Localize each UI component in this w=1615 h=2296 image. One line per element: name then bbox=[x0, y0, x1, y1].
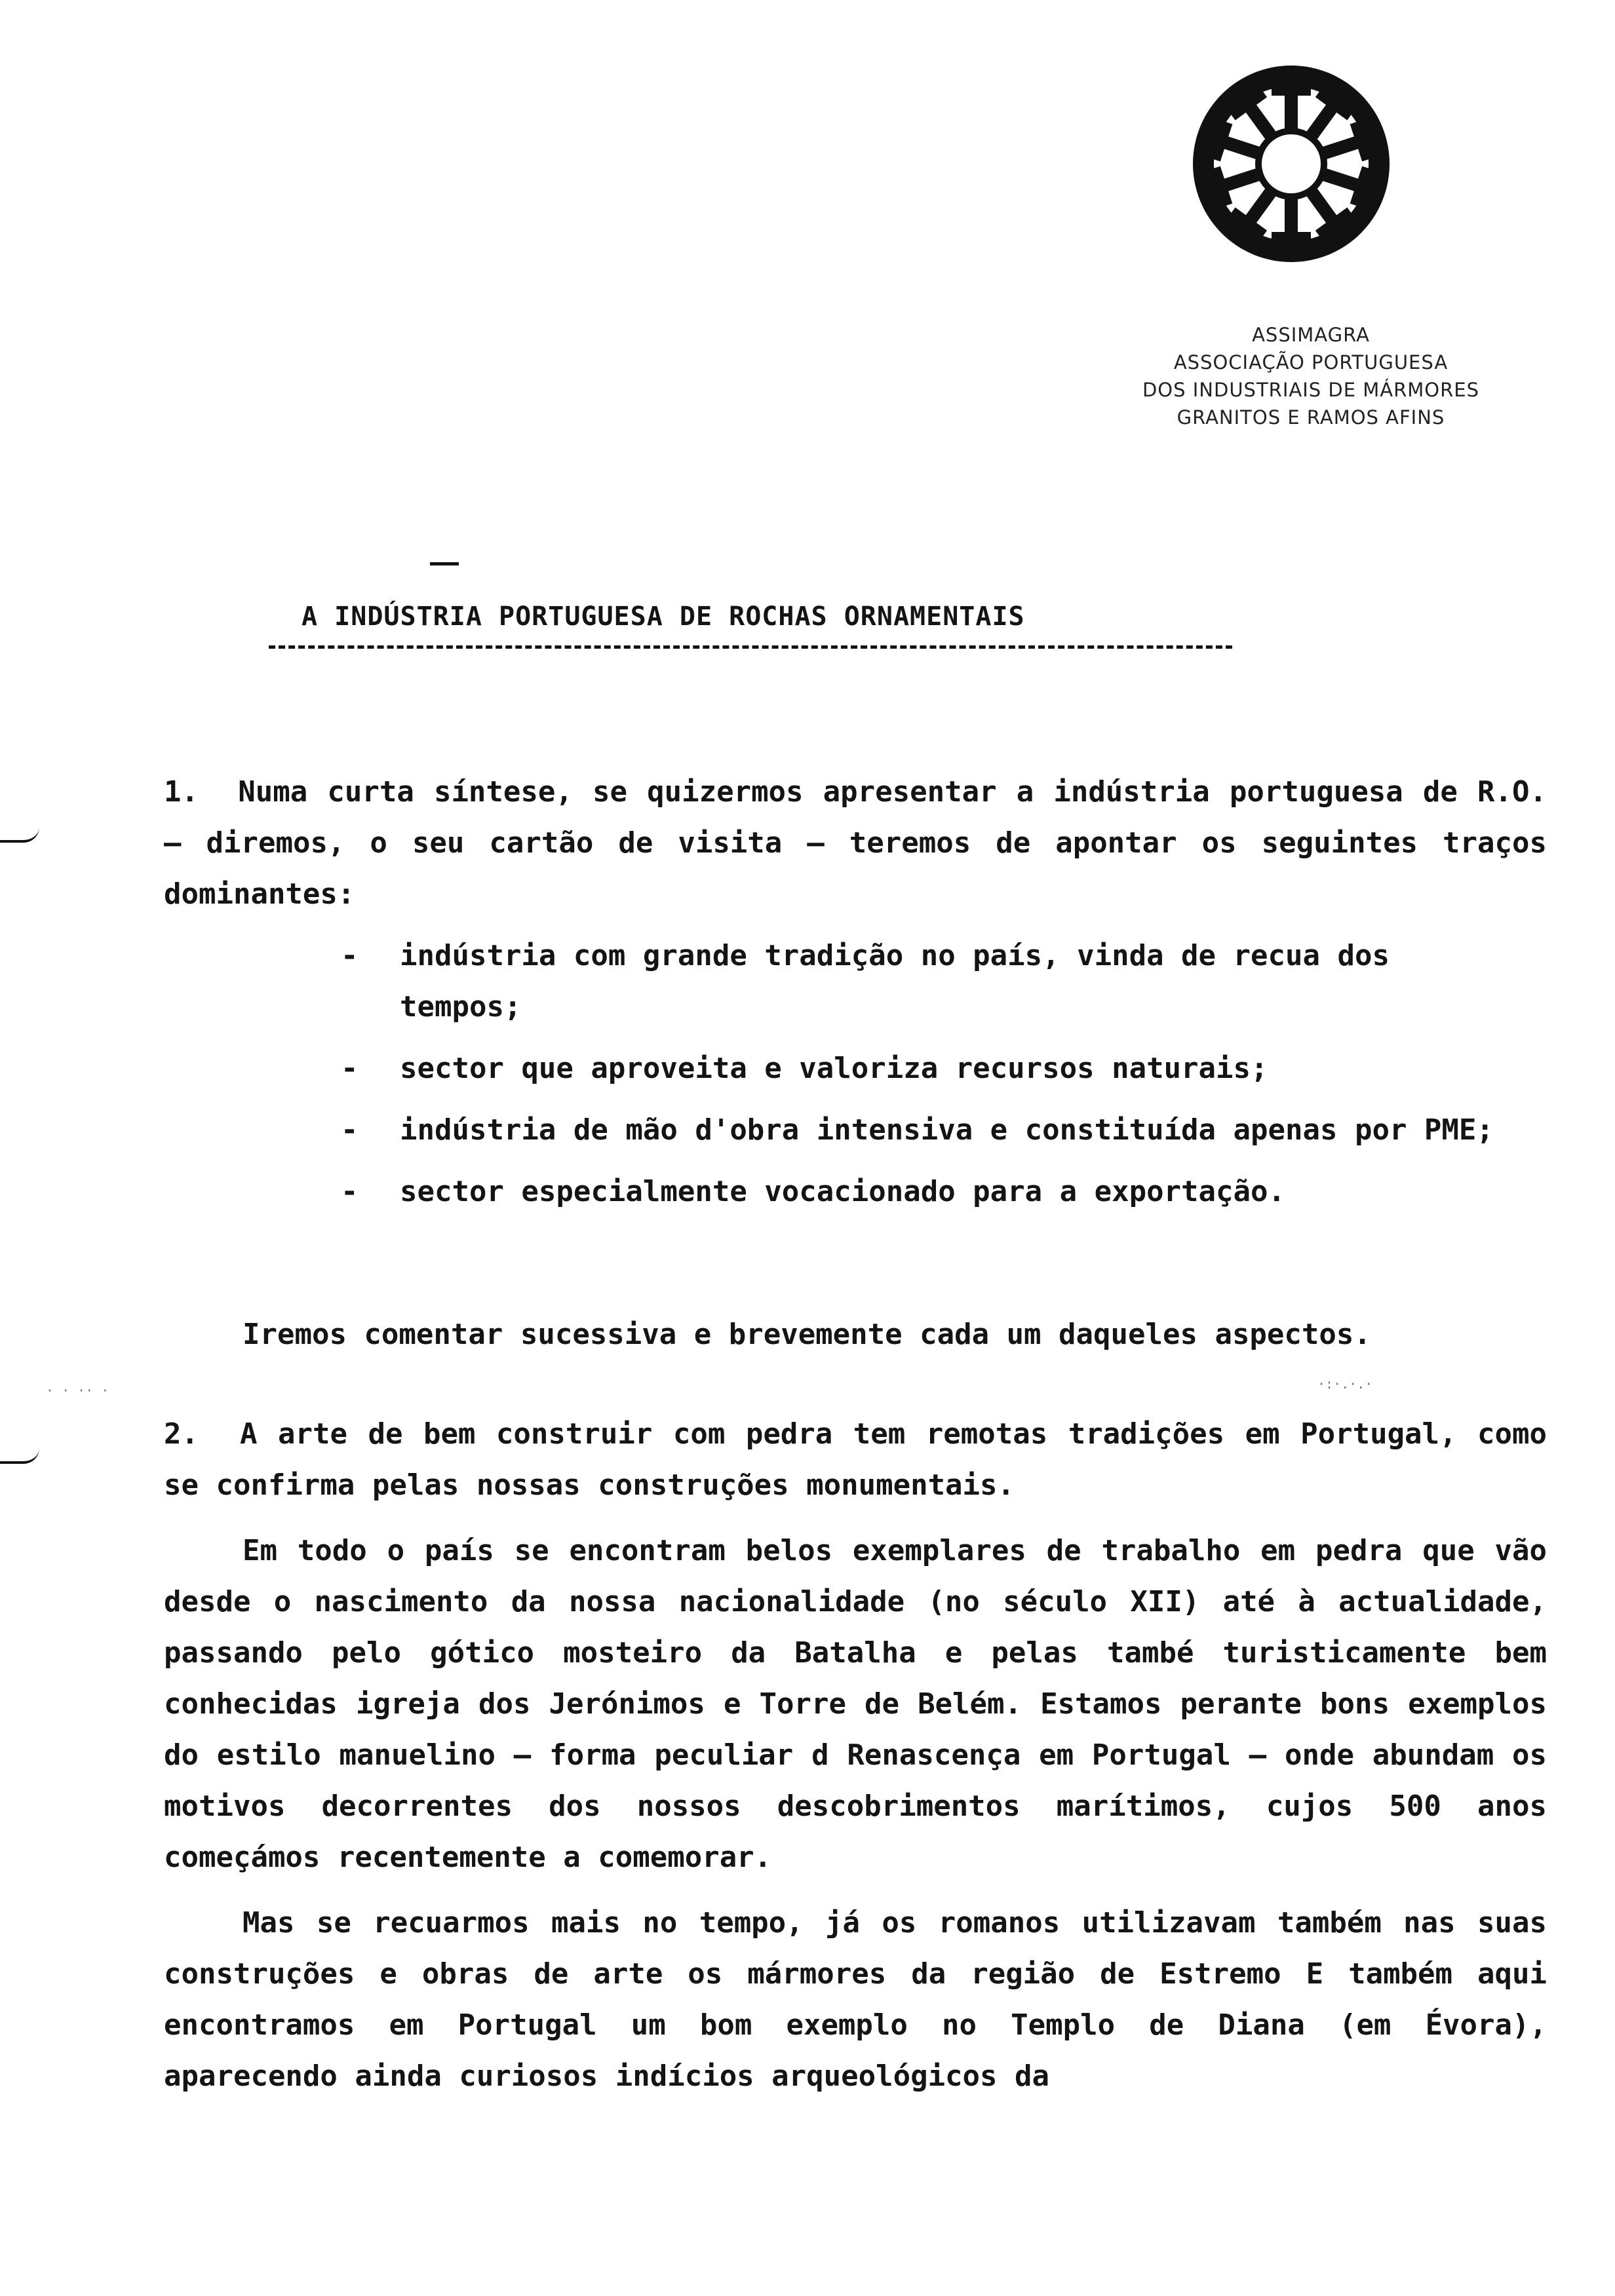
bullet-dash-icon: - bbox=[341, 1175, 359, 1208]
bullet-dash-icon: - bbox=[341, 939, 359, 972]
bullet-dash-icon: - bbox=[341, 1052, 359, 1085]
document-title: A INDÚSTRIA PORTUGUESA DE ROCHAS ORNAMENTAIS bbox=[302, 602, 1025, 632]
section-2-paragraph-3: Mas se recuarmos mais no tempo, já os romanos utilizavam também nas suas construções e obras de arte os mármores da região de Estremo E também aqui encontramos em Portugal um bom exemplo no Templo de Diana (em Évora), aparecendo ainda curiosos indícios arqueológicos da bbox=[164, 1906, 1547, 2093]
section-1-intro-text: Numa curta síntese, se quizermos apresentar a indústria portuguesa de R.O. — diremos, o seu cartão de visita — teremos de apontar os seguintes traços dominantes: bbox=[164, 775, 1547, 911]
title-underline bbox=[269, 645, 1232, 649]
bullet-text: sector que aproveita e valoriza recursos naturais; bbox=[400, 1052, 1268, 1085]
bullet-dash-icon: - bbox=[341, 1113, 359, 1147]
organization-caption bbox=[1075, 321, 1547, 431]
bullet-text: indústria de mão d'obra intensiva e constituída apenas por PME; bbox=[400, 1113, 1494, 1147]
margin-mark bbox=[0, 1448, 39, 1464]
organization-name: ASSIMAGRA bbox=[1252, 324, 1370, 346]
bullet-text: indústria com grande tradição no país, vinda de recua dos tempos; bbox=[400, 939, 1390, 1024]
section-1-closing bbox=[164, 1309, 1547, 1360]
section-2 bbox=[164, 1409, 1547, 2102]
list-item bbox=[341, 1043, 1494, 1094]
organization-line-4: GRANITOS E RAMOS AFINS bbox=[1177, 406, 1445, 429]
scan-specks: · · ·· · bbox=[46, 1383, 109, 1398]
section-1-closing-text: Iremos comentar sucessiva e brevemente cada um daqueles aspectos. bbox=[243, 1318, 1371, 1351]
margin-mark bbox=[0, 827, 39, 843]
section-2-paragraph-2: Em todo o país se encontram belos exemplares de trabalho em pedra que vão desde o nascimento da nossa nacionalidade (no século XII) até à actualidade, passando pelo gótico mosteiro da Batalha e pelas també turisticamente bem conhecidas igreja dos Jerónimos e Torre de Belém. Estamos perante bons exemplos do estilo manuelino — forma peculiar d Renascença em Portugal — onde abundam os motivos decorrentes dos nossos descobrimentos marítimos, cujos 500 anos começámos recentemente a comemorar. bbox=[164, 1534, 1547, 1874]
assimagra-logo bbox=[1180, 46, 1403, 334]
list-item bbox=[341, 1105, 1494, 1156]
organization-line-3: DOS INDUSTRIAIS DE MÁRMORES bbox=[1142, 379, 1480, 401]
section-1-intro bbox=[164, 767, 1547, 920]
section-1-number: 1. bbox=[164, 775, 199, 809]
section-1-bullet-list bbox=[341, 930, 1494, 1228]
list-item bbox=[341, 1166, 1494, 1217]
list-item bbox=[341, 930, 1494, 1033]
dash-mark bbox=[430, 562, 459, 565]
section-2-paragraph-1: A arte de bem construir com pedra tem remotas tradições em Portugal, como se confirma pelas nossas construções monumentais. bbox=[164, 1417, 1547, 1502]
hammer-wheel-logo-icon bbox=[1193, 46, 1390, 308]
scan-specks: ·:·.·.· bbox=[1317, 1376, 1373, 1392]
organization-line-2: ASSOCIAÇÃO PORTUGUESA bbox=[1173, 351, 1449, 373]
bullet-text: sector especialmente vocacionado para a exportação. bbox=[400, 1175, 1286, 1208]
section-2-number: 2. bbox=[164, 1417, 199, 1451]
